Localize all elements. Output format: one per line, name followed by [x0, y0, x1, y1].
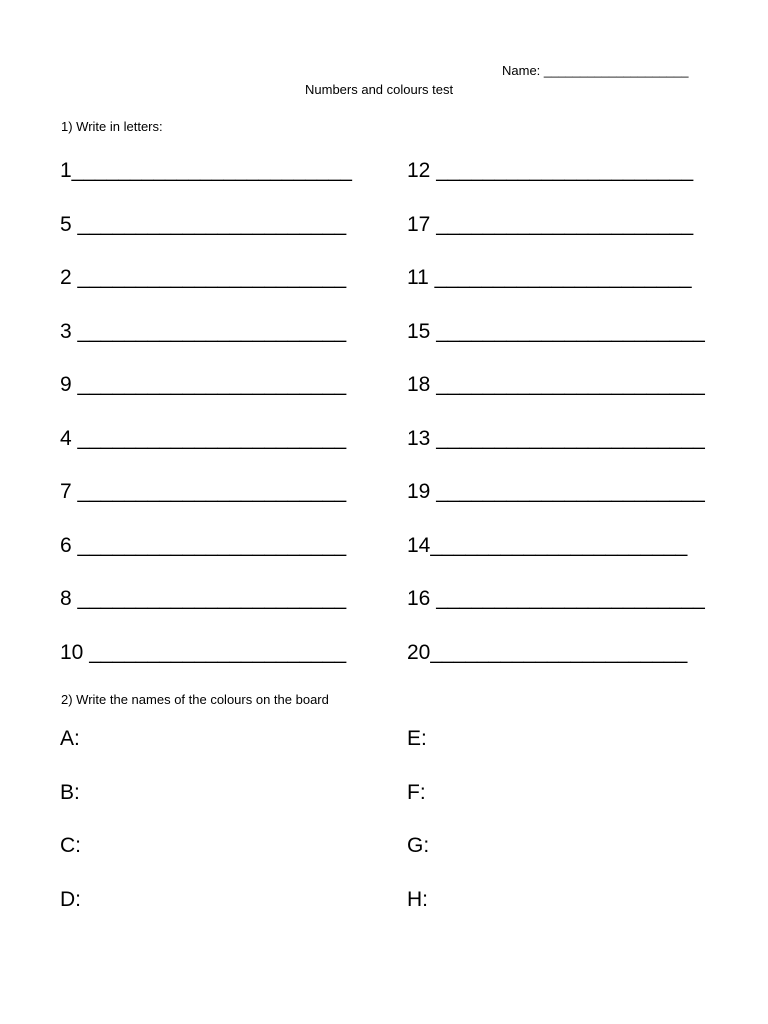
number-item: 9 _______________________	[60, 373, 347, 396]
page-title: Numbers and colours test	[305, 82, 454, 97]
number-item: 18 _______________________	[407, 373, 705, 396]
number-item: 14______________________	[407, 534, 688, 557]
colour-item: C:	[60, 834, 81, 857]
section-1-instruction: 1) Write in letters:	[61, 119, 163, 134]
number-item: 16 _______________________	[407, 587, 705, 610]
number-item: 8 _______________________	[60, 587, 347, 610]
name-field-label: Name: ____________________	[502, 63, 689, 78]
colour-item: A:	[60, 727, 80, 750]
number-item: 2 _______________________	[60, 266, 347, 289]
number-item: 6 _______________________	[60, 534, 347, 557]
number-item: 11 ______________________	[407, 266, 692, 289]
number-item: 12 ______________________	[407, 159, 694, 182]
number-item: 20______________________	[407, 641, 688, 664]
section-2-instruction: 2) Write the names of the colours on the board	[61, 692, 329, 707]
number-item: 13 _______________________	[407, 427, 705, 450]
number-item: 7 _______________________	[60, 480, 347, 503]
number-item: 1________________________	[60, 159, 352, 182]
colour-item: G:	[407, 834, 430, 857]
number-item: 17 ______________________	[407, 213, 694, 236]
colour-item: F:	[407, 781, 426, 804]
number-item: 3 _______________________	[60, 320, 347, 343]
colour-item: H:	[407, 888, 428, 911]
colour-item: D:	[60, 888, 81, 911]
number-item: 5 _______________________	[60, 213, 347, 236]
colour-item: B:	[60, 781, 80, 804]
colour-item: E:	[407, 727, 427, 750]
number-item: 10 ______________________	[60, 641, 347, 664]
number-item: 15 _______________________	[407, 320, 705, 343]
number-item: 19 _______________________	[407, 480, 705, 503]
number-item: 4 _______________________	[60, 427, 347, 450]
